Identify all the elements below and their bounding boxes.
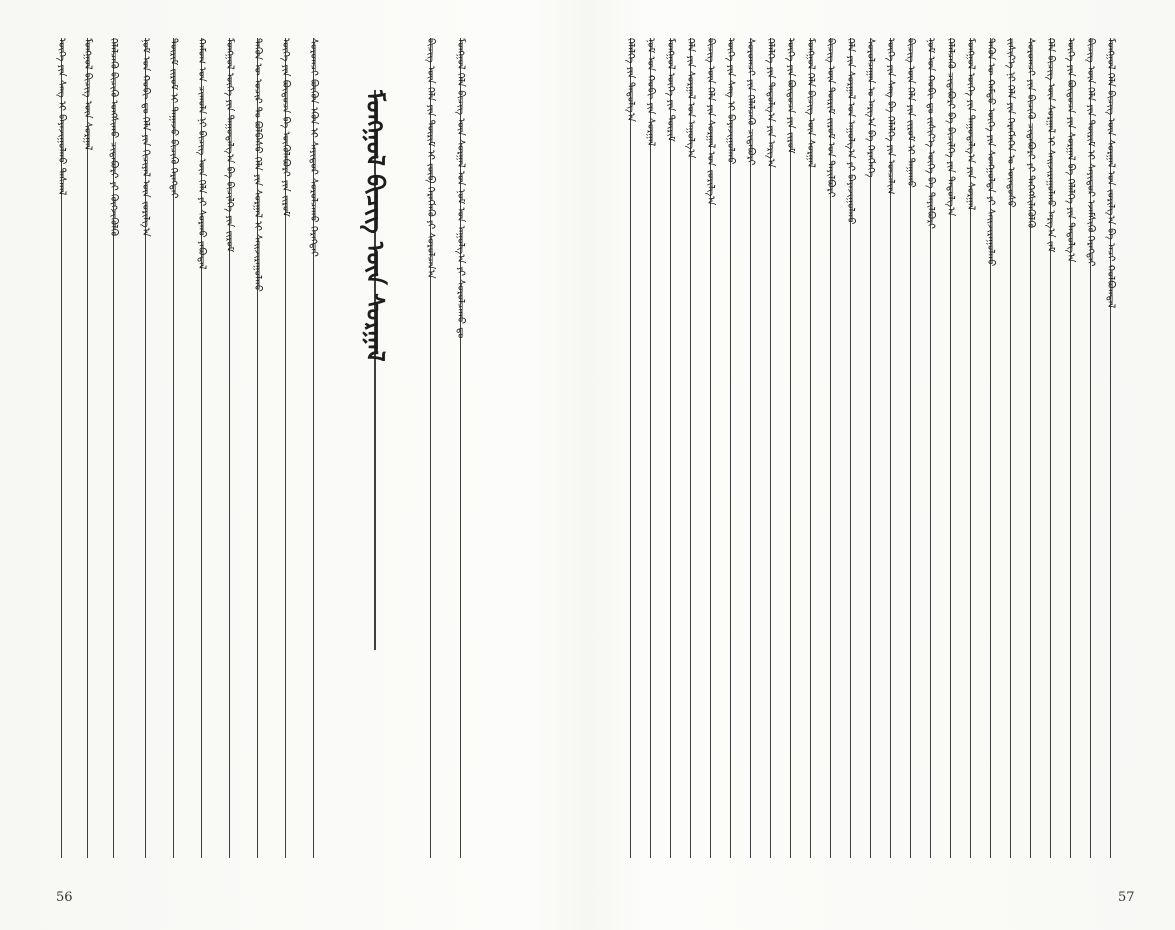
column-text: ᠨᠣᠮ ᠤᠨ ᠬᠤᠪᠢ ᠶᠢᠨ ᠰᠤᠷᠭᠠᠯ xyxy=(645,38,656,147)
column-text: ᠬᠡᠯᠡ ᠪᠢᠴᠢᠭ ᠦᠨ ᠰᠤᠷᠭᠠᠯ ᠢ ᠰᠠᠢᠵᠢᠷᠠᠭᠤᠯᠬᠤ ᠠᠷᠭ᠎ᠠ ᠵᠠᠮ xyxy=(1045,38,1056,253)
column-text: ᠲᠡᠭᠦᠨ ᠦ ᠤᠴᠢᠷ ᠲᠤ ᠪᠣᠯᠪᠠᠰᠤ ᠬᠡᠯᠡ ᠶᠢᠨ ᠰᠤᠷᠭᠠᠯ ᠢ ᠰᠠᠢᠵᠢᠷᠠᠭᠤᠯᠬᠤ xyxy=(252,38,263,292)
column-text: ᠬᠡᠯᠡᠯᠭᠡ ᠶᠢᠨ ᠳᠠᠳᠤᠯᠭ᠎ᠠ xyxy=(625,38,636,123)
text-column xyxy=(845,38,856,858)
text-column xyxy=(685,38,696,858)
column-text: ᠬᠡᠯᠡᠯᠭᠡ ᠶᠢᠨ ᠳᠠᠳᠤᠯᠭ᠎ᠠ ᠶᠢᠨ ᠠᠷᠭ᠎ᠠ xyxy=(765,38,776,168)
text-column xyxy=(785,38,796,858)
text-column xyxy=(82,38,93,858)
column-text: ᠦᠭᠡ ᠶᠢᠨ ᠪᠦᠲᠦᠴᠡ ᠶᠢᠨ ᠵᠢᠷᠤᠮ xyxy=(785,38,796,154)
column-text: ᠰᠤᠷᠤᠯᠴᠠᠭᠠᠨ ᠤ ᠠᠷᠭ᠎ᠠ ᠪᠠ ᠬᠡᠷᠡᠭᠯᠡᠭᠡ xyxy=(865,38,876,178)
text-column xyxy=(865,38,876,858)
column-text: ᠮᠣᠩᠭᠣᠯ ᠦᠭᠡ ᠶᠢᠨ ᠳᠠᠭᠤᠳᠠᠯᠭ᠎ᠠ ᠪᠠ ᠪᠢᠴᠢᠯᠭᠡ ᠶᠢᠨ ᠵᠢᠷᠤᠮ xyxy=(224,38,235,253)
page-number-right: 57 xyxy=(1118,890,1135,905)
text-column xyxy=(625,38,636,858)
column-text: ᠰᠤᠷᠤᠭᠴᠢ ᠶᠢᠨ ᠬᠡᠯᠡᠯᠴᠡᠬᠦ ᠴᠢᠳᠠᠪᠤᠷᠢ xyxy=(745,38,756,166)
column-text: ᠪᠢᠴᠢᠭ ᠦᠨ ᠬᠡᠯᠡ ᠶᠢᠨ ᠳᠦᠷᠢᠮ ᠢ ᠵᠥᠪ ᠬᠡᠷᠡᠭᠯᠡᠬᠦ ᠶᠢ ᠰᠤᠷᠤᠯᠴᠠᠨ᠎ᠠ xyxy=(425,38,436,279)
text-column xyxy=(765,38,776,858)
column-text: ᠬᠡᠯᠡ ᠶᠢᠨ ᠰᠤᠷᠭᠠᠯ ᠤᠨ ᠠᠭᠤᠯᠭ᠎ᠠ ᠶᠢ ᠪᠠᠶᠠᠵᠢᠭᠤᠯᠬᠤ xyxy=(845,38,856,225)
chapter-heading xyxy=(358,90,392,650)
text-column xyxy=(725,38,736,858)
text-column xyxy=(825,38,836,858)
text-column xyxy=(1045,38,1056,858)
text-column xyxy=(885,38,896,858)
column-text: ᠲᠡᠭᠦᠨ ᠦ ᠬᠠᠮᠲᠤ ᠦᠭᠡ ᠶᠢᠨ ᠰᠣᠩᠭᠣᠯᠲᠠ ᠶᠢ ᠰᠠᠢᠵᠢᠷᠠᠭᠤᠯᠬᠤ xyxy=(985,38,996,267)
text-column xyxy=(308,38,319,858)
text-column xyxy=(705,38,716,858)
text-column xyxy=(108,38,119,858)
column-text: ᠪᠢᠴᠢᠭ ᠦᠨ ᠬᠡᠯᠡ ᠶᠢᠨ ᠳᠦᠷᠢᠮ ᠢ ᠰᠠᠶᠢᠲᠤᠷ ᠡᠵᠡᠮᠰᠢᠬᠦ ᠬᠡᠷᠡᠭᠲᠡᠶ xyxy=(1085,38,1096,267)
column-text: ᠪᠢᠴᠢᠭ ᠦᠨ ᠬᠡᠯᠡ ᠶᠢᠨ ᠰᠤᠷᠭᠠᠯ ᠤᠨ ᠵᠣᠷᠢᠯᠭ᠎ᠠ xyxy=(705,38,716,206)
column-text: ᠦᠭᠡ ᠶᠢᠨ ᠰᠠᠩ ᠢ ᠪᠠᠶᠠᠵᠢᠭᠤᠯᠬᠤ ᠳᠠᠰᠬᠠᠯ xyxy=(56,38,67,196)
text-column xyxy=(985,38,996,858)
text-column xyxy=(1005,38,1016,858)
column-text: ᠨᠣᠮ ᠤᠨ ᠬᠤᠪᠢ ᠳᠤ ᠬᠡᠯᠡ ᠶᠢᠨ ᠬᠢᠴᠢᠶᠡᠯ ᠦᠨ ᠵᠣᠷᠢᠯᠭ᠎ᠠ xyxy=(140,38,151,237)
column-text: ᠮᠣᠩᠭᠣᠯ ᠪᠢᠴᠢᠭ ᠦᠨ ᠰᠤᠷᠭᠠᠯ xyxy=(82,38,93,151)
column-text: ᠬᠡᠯᠡᠯᠴᠡᠬᠦ ᠴᠢᠳᠠᠪᠤᠷᠢ ᠪᠠ ᠪᠢᠴᠢᠯᠭᠡ ᠶᠢᠨ ᠳᠠᠳᠤᠯᠭ᠎ᠠ xyxy=(945,38,956,217)
text-column xyxy=(965,38,976,858)
column-text: ᠪᠢᠴᠢᠭ ᠦᠨ ᠬᠡᠯᠡ ᠶᠢᠨ ᠵᠢᠷᠤᠮ ᠢ ᠳᠠᠭᠠᠬᠤ xyxy=(905,38,916,188)
column-text: ᠦᠭᠡ ᠶᠢᠨ ᠰᠠᠩ ᠢ ᠪᠠᠶᠠᠵᠢᠭᠤᠯᠬᠤ xyxy=(725,38,736,165)
column-text: ᠦᠭᠡ ᠶᠢᠨ ᠪᠦᠲᠦᠴᠡ ᠶᠢᠨ ᠰᠤᠷᠭᠠᠯ ᠪᠠ ᠬᠡᠯᠡᠯᠭᠡ ᠶᠢᠨ ᠳᠠᠳᠤᠯᠭ᠎ᠠ xyxy=(1065,38,1076,263)
column-text: ᠬᠠᠮᠤᠭ ᠤᠨ ᠴᠢᠬᠤᠯᠠ ᠨᠢ ᠪᠢᠴᠢᠭ ᠦᠨ ᠬᠡᠯᠡ ᠶᠢ ᠰᠤᠷᠬᠤ ᠶᠠᠪᠤᠳᠠᠯ xyxy=(196,38,207,270)
text-column xyxy=(665,38,676,858)
text-column xyxy=(455,38,466,858)
column-text: ᠮᠣᠩᠭᠣᠯ ᠦᠭᠡ ᠶᠢᠨ ᠳᠦᠷᠢᠮ xyxy=(665,38,676,142)
column-text: ᠵᠢᠱᠢᠶ᠎ᠡ ᠨᠢ ᠬᠡᠯᠡ ᠶᠢᠨ ᠬᠡᠷᠡᠭᠯᠡᠭᠡᠨ ᠤ ᠦᠨᠳᠦᠰᠦ xyxy=(1005,38,1016,208)
text-column xyxy=(140,38,151,858)
page-number-left: 56 xyxy=(56,890,73,905)
column-text: ᠰᠤᠷᠤᠭᠴᠢ ᠶᠢᠨ ᠪᠢᠴᠢᠬᠦ ᠴᠢᠳᠠᠪᠤᠷᠢ ᠶᠢ ᠳᠡᠭᠡᠭᠰᠢᠯᠡᠭᠦᠯᠬᠦ xyxy=(1025,38,1036,229)
text-column xyxy=(745,38,756,858)
text-column xyxy=(805,38,816,858)
column-text: ᠦᠭᠡ ᠶᠢᠨ ᠪᠦᠲᠦᠴᠡ ᠪᠠ ᠥᠭᠦᠯᠡᠪᠦᠷᠢ ᠶᠢᠨ ᠵᠢᠷᠤᠮ xyxy=(280,38,291,217)
column-text: ᠮᠣᠩᠭᠣᠯ ᠬᠡᠯᠡ ᠪᠢᠴᠢᠭ ᠦᠨ ᠰᠤᠷᠭᠠᠯ ᠤᠨ ᠵᠣᠷᠢᠯᠭ᠎ᠠ ᠪᠠ ᠠᠴᠢ ᠬᠣᠯᠪᠣᠭᠳᠠᠯ xyxy=(1105,38,1116,309)
text-column xyxy=(425,38,436,858)
text-column xyxy=(645,38,656,858)
text-column xyxy=(1025,38,1036,858)
column-text: ᠮᠣᠩᠭᠣᠯ ᠬᠡᠯᠡ ᠪᠢᠴᠢᠭ ᠦᠨ ᠰᠤᠷᠭᠠᠯ xyxy=(805,38,816,168)
text-column xyxy=(925,38,936,858)
column-text: ᠮᠣᠩᠭᠣᠯ ᠦᠭᠡ ᠶᠢᠨ ᠳᠠᠭᠤᠳᠠᠯᠭ᠎ᠠ ᠶᠢᠨ ᠰᠤᠷᠭᠠᠯ xyxy=(965,38,976,211)
text-column xyxy=(945,38,956,858)
text-column xyxy=(280,38,291,858)
column-text: ᠨᠣᠮ ᠤᠨ ᠬᠤᠪᠢ ᠳᠤ ᠵᠢᠱᠢᠶ᠎ᠡ ᠦᠭᠡ ᠪᠠ ᠲᠠᠶᠢᠯᠪᠤᠷᠢ xyxy=(925,38,936,229)
text-column xyxy=(168,38,179,858)
text-column xyxy=(1085,38,1096,858)
column-text: ᠪᠢᠴᠢᠭ ᠦᠨ ᠳᠦᠷᠢᠮ ᠵᠢᠷᠤᠮ ᠤᠨ ᠲᠠᠶᠢᠯᠪᠤᠷᠢ xyxy=(825,38,836,198)
right-page xyxy=(590,0,1175,930)
text-column xyxy=(1105,38,1116,858)
column-text: ᠰᠤᠷᠤᠭᠴᠢ ᠪᠦᠬᠦᠨ ᠡᠭᠦᠨ ᠢ ᠰᠠᠶᠢᠲᠤᠷ ᠰᠤᠷᠤᠯᠴᠠᠬᠤ ᠬᠡᠷᠡᠭᠲᠡᠶ xyxy=(308,38,319,257)
text-column xyxy=(224,38,235,858)
text-column xyxy=(252,38,263,858)
text-column xyxy=(1065,38,1076,858)
column-text: ᠬᠡᠯᠡ ᠶᠢᠨ ᠰᠤᠷᠭᠠᠯ ᠤᠨ ᠠᠭᠤᠯᠭ᠎ᠠ xyxy=(685,38,696,159)
column-text: ᠬᠡᠯᠡᠯᠴᠡᠬᠦ ᠪᠢᠴᠢᠬᠦ ᠤᠩᠰᠢᠬᠤ ᠴᠢᠳᠠᠪᠤᠷᠢ ᠶᠢ ᠬᠥᠭᠵᠢᠭᠦᠯᠬᠦ xyxy=(108,38,119,237)
text-column xyxy=(196,38,207,858)
heading-text: ᠮᠣᠩᠭᠣᠯ ᠪᠢᠴᠢᠭ ᠦᠨ ᠰᠤᠷᠭᠠᠯ xyxy=(361,90,389,362)
text-column xyxy=(56,38,67,858)
column-text: ᠮᠣᠩᠭᠣᠯ ᠬᠡᠯᠡ ᠪᠢᠴᠢᠭ ᠦᠨ ᠰᠤᠷᠭᠠᠯ ᠤᠨ ᠨᠣᠮ ᠤᠨ ᠠᠭᠤᠯᠭ᠎ᠠ ᠶᠢ ᠰᠤᠷᠤᠯᠴᠠᠬᠤ ᠳᠤ xyxy=(455,38,466,339)
column-text: ᠦᠭᠡ ᠶᠢᠨ ᠰᠠᠩ ᠪᠠ ᠬᠡᠯᠡᠯᠭᠡ ᠶᠢᠨ ᠣᠨᠴᠠᠯᠢᠭ xyxy=(885,38,896,195)
text-column xyxy=(905,38,916,858)
column-text: ᠳᠦᠷᠢᠮ ᠵᠢᠷᠤᠮ ᠢ ᠳᠠᠭᠠᠵᠤ ᠪᠢᠴᠢᠬᠦ ᠬᠡᠷᠡᠭᠲᠡᠶ xyxy=(168,38,179,199)
